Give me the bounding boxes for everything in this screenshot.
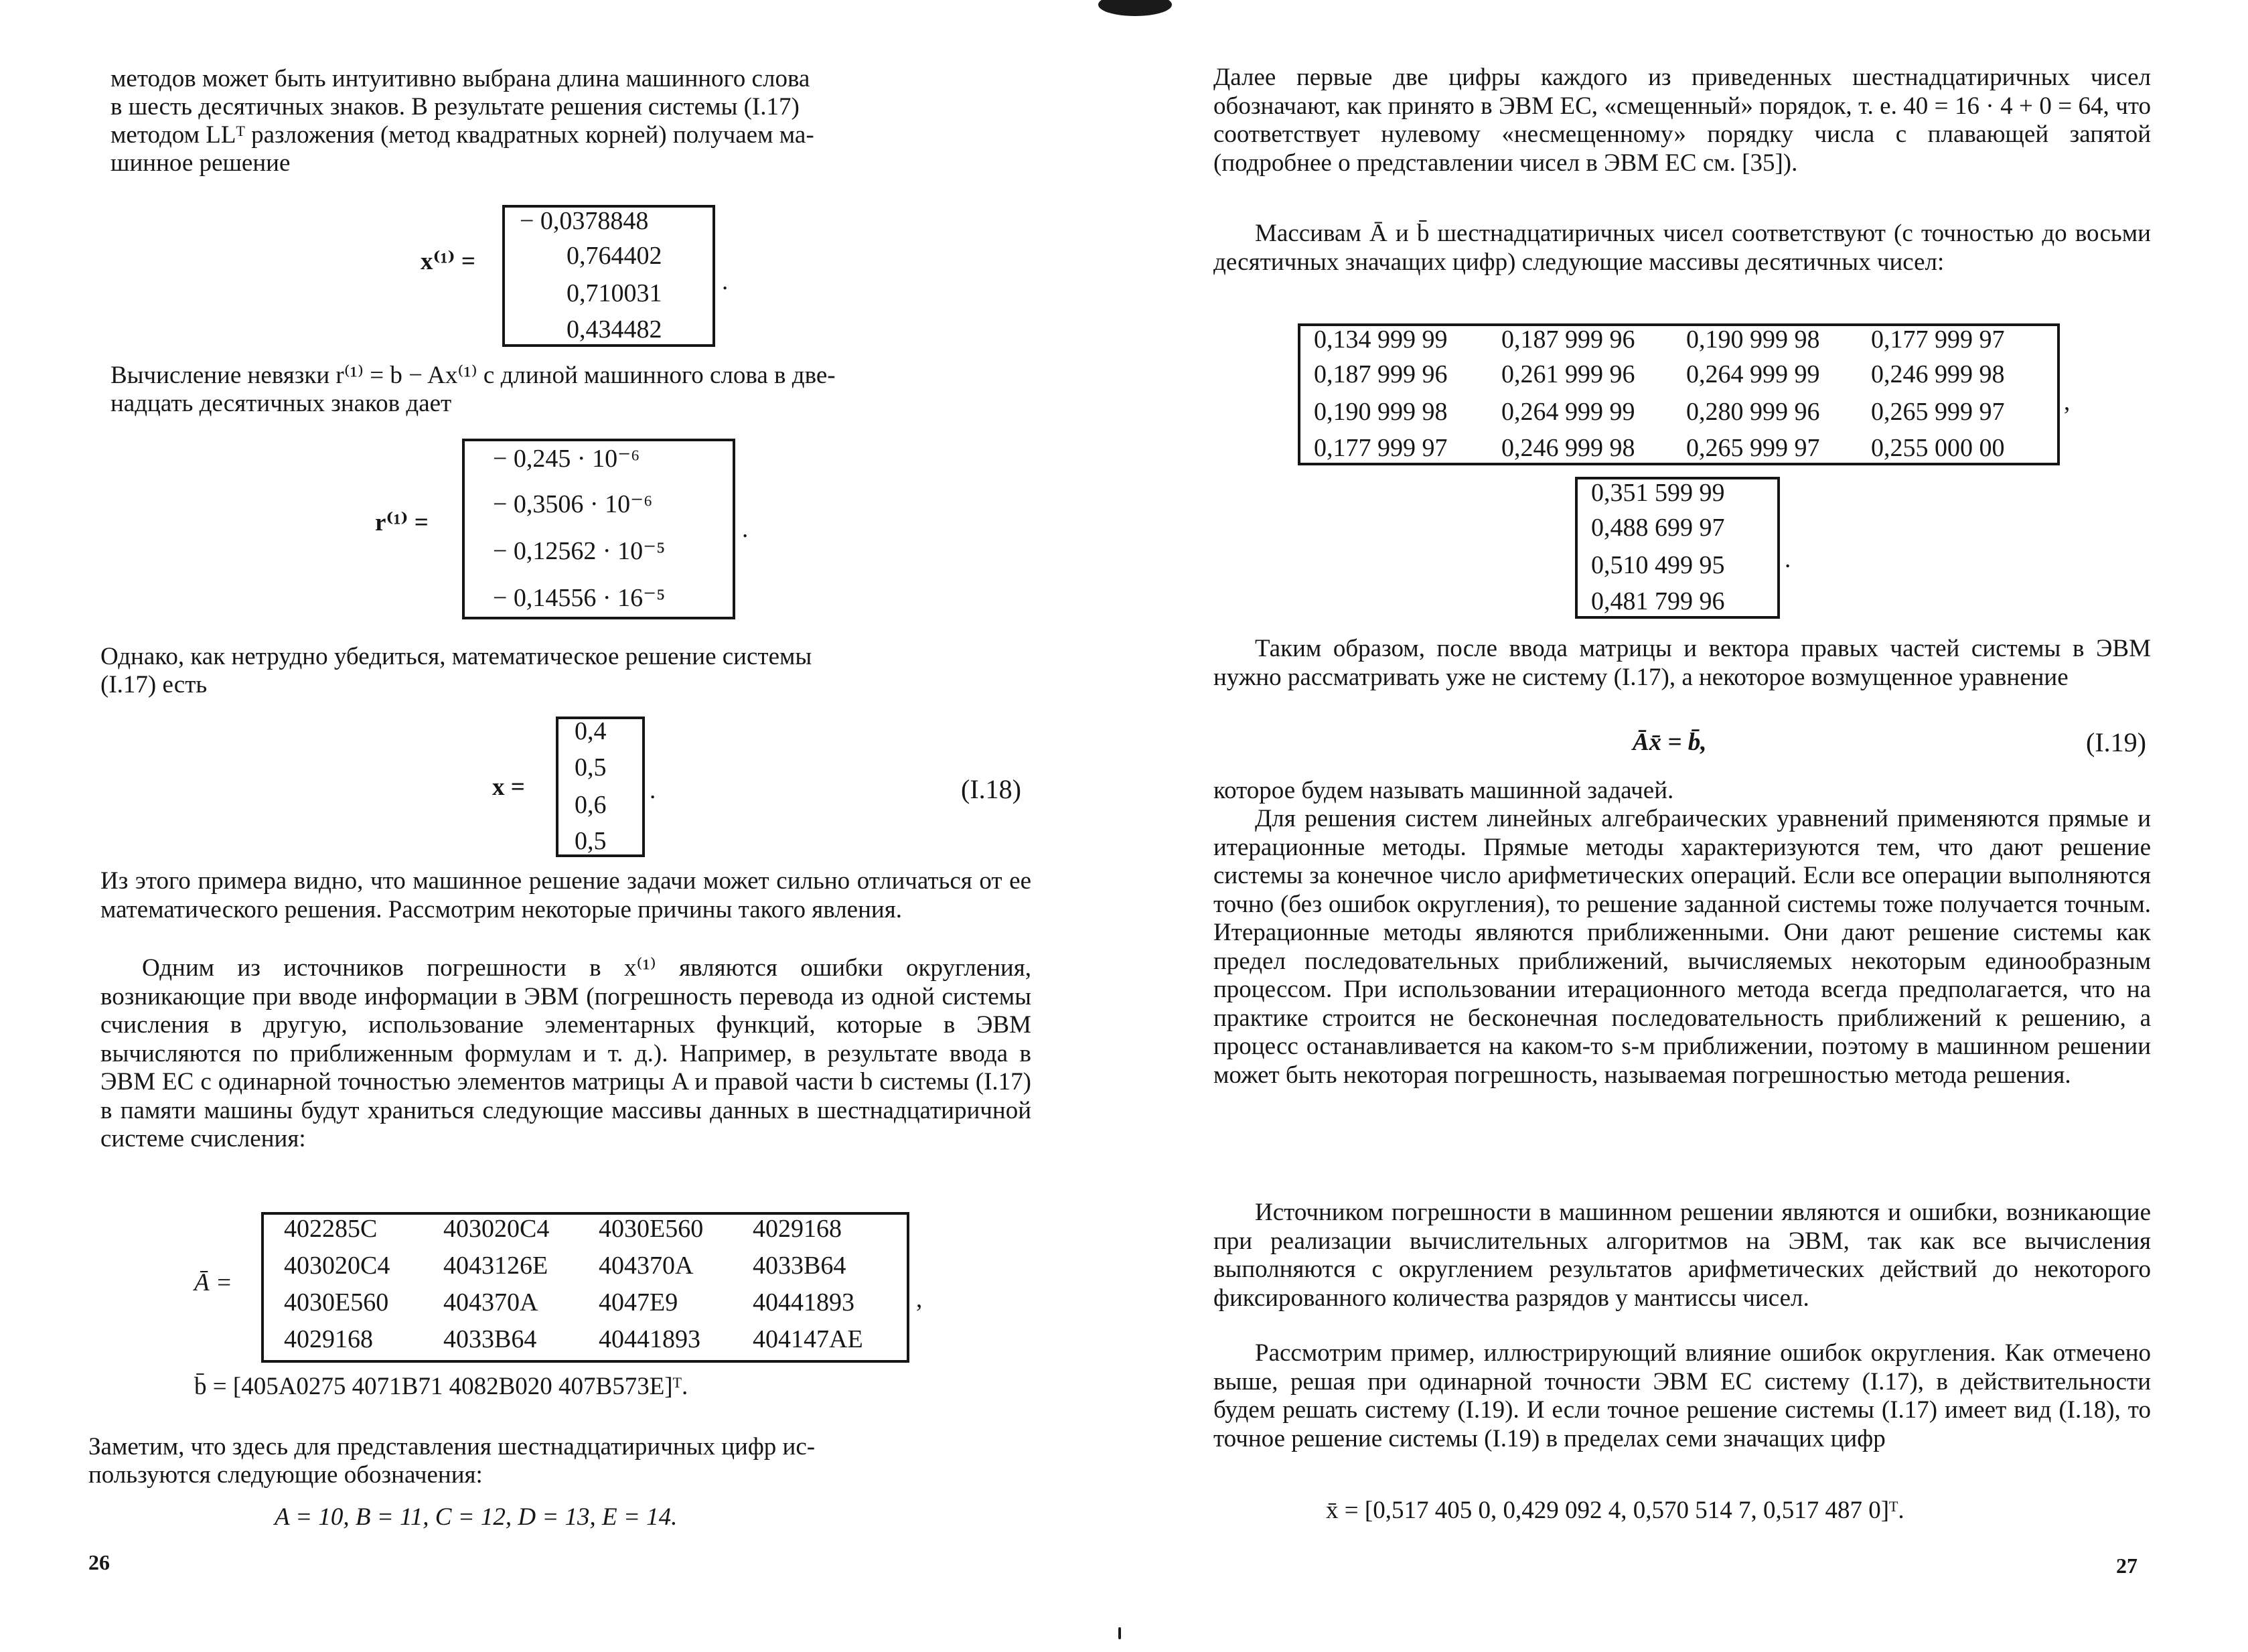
paragraph: Рассмотрим пример, иллюстрирующий влияние ошибок округления. Как отмечено выше, решая при одинарной точности ЭВМ ЕС систему (I.17), в действительности будем решать систему (I.19). И если точное решение системы (I.17) имеет вид (I.18), то точное решение системы (I.19) в пределах семи значащих цифр xyxy=(1213,1339,2151,1452)
vector-cell: − 0,3506 · 10⁻⁶ xyxy=(493,490,653,518)
solution-vector-line: x̄ = [0,517 405 0, 0,429 092 4, 0,570 514 7, 0,517 487 0]ᵀ. xyxy=(1326,1497,1904,1524)
scan-mark xyxy=(1118,1627,1121,1639)
vector-cell: 0,434482 xyxy=(567,315,662,344)
matrix-cell: 0,134 999 99 xyxy=(1314,325,1448,354)
page-number: 27 xyxy=(2116,1554,2138,1578)
vector-cell: 0,488 699 97 xyxy=(1591,514,1725,542)
matrix-cell: 0,190 999 98 xyxy=(1686,325,1820,354)
paragraph: Массивам Ā и b̄ шестнадцатиричных чисел соответствуют (с точностью до восьми десятичных значащих цифр) следующие массивы десятичных чисел: xyxy=(1213,220,2151,276)
matrix-cell: 0,187 999 96 xyxy=(1314,360,1448,388)
hex-matrix xyxy=(261,1212,909,1363)
decimal-matrix xyxy=(1298,323,2060,465)
x1-vector xyxy=(502,205,715,347)
equation-number: (I.18) xyxy=(961,774,1021,804)
matrix-cell: 4030E560 xyxy=(284,1288,389,1317)
decimal-vector xyxy=(1575,477,1780,619)
vector-cell: − 0,245 · 10⁻⁶ xyxy=(493,445,640,473)
x-label: x = xyxy=(492,773,525,801)
r1-label: r⁽¹⁾ = xyxy=(375,509,429,536)
paragraph: Далее первые две цифры каждого из приведенных шестнадцатиричных чисел обозначают, как принято в ЭВМ ЕС, «смещенный» порядок, т. е. 40 = 16 · 4 + 0 = 64, что соответствует нулевому «несмещенному» порядку числа с плавающей запятой (подробнее о представлении чисел в ЭВМ ЕС см. [35]). xyxy=(1213,64,2151,177)
matrix-cell: 4043126E xyxy=(443,1252,548,1280)
matrix-cell: 40441893 xyxy=(753,1288,854,1317)
vector-cell: 0,710031 xyxy=(567,279,662,307)
matrix-cell: 403020C4 xyxy=(284,1252,390,1280)
text-line: шинное решение xyxy=(110,149,291,177)
x1-label: x⁽¹⁾ = xyxy=(421,248,475,275)
vector-cell: 0,351 599 99 xyxy=(1591,479,1725,507)
hex-digit-notation: A = 10, B = 11, C = 12, D = 13, E = 14. xyxy=(275,1503,678,1531)
matrix-cell: 4033B64 xyxy=(443,1325,537,1353)
vector-cell: 0,510 499 95 xyxy=(1591,551,1725,579)
left-page: методов может быть интуитивно выбрана длина машинного слова в шесть десятичных знаков. В результате решения системы (I.17) методом LLᵀ разложения (метод квадратных корней) получаем ма- шинное решение x⁽¹⁾ = − 0,0378848 0,764402 0,710031 0,434482 . Вычисление невязки r⁽¹⁾ = b − Ax⁽¹⁾ с длиной машинного слова в две- надцать десятичных знаков дает r⁽¹⁾ = − 0,245 · 10⁻⁶ − 0,3506 · 10⁻⁶ − 0,12562 · 10⁻⁵ − 0,14556 · 16⁻⁵ . Однако, как нетрудно убедиться, математическое решение системы (I.17) есть x = 0,4 0,5 0,6 0,5 . (I.18) Из этого примера видно, что машинное решение задачи может сильно отличаться от ее математического решения. Рассмотрим некоторые причины такого явления. Одним из источников погрешности в x⁽¹⁾ являются ошибки округления, возникающие при вводе информации в ЭВМ (погрешность перевода из одной системы счисления в другую, использование элементарных функций, которые в ЭВМ вычисляются по приближенным формулам и т. д.). Например, в результате ввода в ЭВМ ЕС с одинарной точностью элементов матрицы A и правой части b системы (I.17) в памяти машины будут храниться следующие массивы данных в шестнадцатиричной системе счисления: Ā = 402285C 403020C4 4030E560 4029168 403020C4 4043126E 404370A 4033B64 4030E560 404370A 4047E9 40441893 4029168 4033B64 40441893 404147AE , b̄ = [405A0275 4071B71 4082B020 407B573E]ᵀ. Заметим, что здесь для представления шестнадцатиричных цифр ис- пользуются следующие обозначения: A = 10, B = 11, C = 12, D = 13, E = 14. 26 xyxy=(88,65,1031,1574)
vector-cell: 0,4 xyxy=(575,717,607,745)
matrix-cell: 4030E560 xyxy=(599,1215,704,1243)
text-line: методом LLᵀ разложения (метод квадратных корней) получаем ма- xyxy=(110,121,814,149)
matrix-cell: 0,177 999 97 xyxy=(1871,325,2005,354)
equation-I19: Āx̄ = b̄, xyxy=(1633,729,1707,756)
matrix-cell: 0,190 999 98 xyxy=(1314,398,1448,426)
matrix-cell: 4047E9 xyxy=(599,1288,678,1317)
matrix-cell: 0,246 999 98 xyxy=(1501,434,1635,462)
matrix-cell: 0,280 999 96 xyxy=(1686,398,1820,426)
text-line: в шесть десятичных знаков. В результате решения системы (I.17) xyxy=(110,93,800,121)
paragraph: Источником погрешности в машинном решении являются и ошибки, возникающие при реализации вычислительных алгоритмов на ЭВМ, так как все вычисления выполняются с округлением результатов арифметических действий до некоторого фиксированного количества разрядов у мантиссы чисел. xyxy=(1213,1199,2151,1312)
matrix-cell: 404370A xyxy=(599,1252,694,1280)
vector-cell: 0,5 xyxy=(575,753,607,781)
matrix-cell: 0,265 999 97 xyxy=(1871,398,2005,426)
matrix-cell: 0,264 999 99 xyxy=(1686,360,1820,388)
matrix-cell: 0,177 999 97 xyxy=(1314,434,1448,462)
matrix-cell: 402285C xyxy=(284,1215,378,1243)
vector-cell: − 0,12562 · 10⁻⁵ xyxy=(493,537,666,565)
vector-cell: 0,5 xyxy=(575,827,607,855)
text-line: надцать десятичных знаков дает xyxy=(110,390,452,417)
matrix-cell: 0,255 000 00 xyxy=(1871,434,2005,462)
matrix-cell: 0,187 999 96 xyxy=(1501,325,1635,354)
matrix-cell: 0,261 999 96 xyxy=(1501,360,1635,388)
matrix-cell: 0,265 999 97 xyxy=(1686,434,1820,462)
vector-cell: − 0,14556 · 16⁻⁵ xyxy=(493,584,666,612)
paragraph: Для решения систем линейных алгебраических уравнений применяются прямые и итерационные методы. Прямые методы характеризуются тем, что дают решение системы за конечное число арифметических операций. Если все операции выполняются точно (без ошибок округления), то решение заданной системы тоже получается точным. Итерационные методы являются приближенными. Они дают решение системы как предел последовательных приближений, вычисляемых некоторым единообразным процессом. При использовании итерационного метода всегда предполагается, что на практике строится не бесконечная последовательность приближений к решению, а процесс останавливается на каком-то s-м приближении, поэтому в машинном решении может быть некоторая погрешность, называемая погрешностью метода решения. xyxy=(1213,805,2151,1089)
text-line: пользуются следующие обозначения: xyxy=(88,1461,483,1489)
text-line: методов может быть интуитивно выбрана длина машинного слова xyxy=(110,65,810,92)
text-line: Однако, как нетрудно убедиться, математическое решение системы xyxy=(100,643,812,670)
vector-cell: 0,764402 xyxy=(567,242,662,270)
matrix-cell: 404370A xyxy=(443,1288,538,1317)
x-vector xyxy=(556,717,645,857)
paragraph: Одним из источников погрешности в x⁽¹⁾ являются ошибки округления, возникающие при вводе информации в ЭВМ (погрешность перевода из одной системы счисления в другую, использование элементарных функций, которые в ЭВМ вычисляются по приближенным формулам и т. д.). Например, в результате ввода в ЭВМ ЕС с одинарной точностью элементов матрицы A и правой части b системы (I.17) в памяти машины будут храниться следующие массивы данных в шестнадцатиричной системе счисления: xyxy=(100,954,1031,1152)
text-line: Вычисление невязки r⁽¹⁾ = b − Ax⁽¹⁾ с длиной машинного слова в две- xyxy=(110,362,836,389)
vector-cell: − 0,0378848 xyxy=(520,207,649,235)
text-line: Заметим, что здесь для представления шестнадцатиричных цифр ис- xyxy=(88,1433,816,1460)
matrix-cell: 404147AE xyxy=(753,1325,863,1353)
paragraph: Из этого примера видно, что машинное решение задачи может сильно отличаться от ее математического решения. Рассмотрим некоторые причины такого явления. xyxy=(100,867,1031,923)
A-label: Ā = xyxy=(194,1269,232,1296)
matrix-cell: 4029168 xyxy=(284,1325,373,1353)
matrix-cell: 0,264 999 99 xyxy=(1501,398,1635,426)
equation-number: (I.19) xyxy=(2086,727,2146,757)
text-line: (I.17) есть xyxy=(100,671,208,698)
right-page: Далее первые две цифры каждого из приведенных шестнадцатиричных чисел обозначают, как принято в ЭВМ ЕС, «смещенный» порядок, т. е. 40 = 16 · 4 + 0 = 64, что соответствует нулевому «несмещенному» порядку числа с плавающей запятой (подробнее о представлении чисел в ЭВМ ЕС см. [35]). Массивам Ā и b̄ шестнадцатиричных чисел соответствуют (с точностью до восьми десятичных значащих цифр) следующие массивы десятичных чисел: 0,134 999 99 0,187 999 96 0,190 999 98 0,177 999 97 0,187 999 96 0,261 999 96 0,264 999 99 0,246 999 98 0,190 999 98 0,264 999 99 0,280 999 96 0,265 999 97 0,177 999 97 0,246 999 98 0,265 999 97 0,255 000 00 , 0,351 599 99 0,488 699 97 0,510 499 95 0,481 799 96 . Таким образом, после ввода матрицы и вектора правых частей системы в ЭВМ нужно рассматривать уже не систему (I.17), а некоторое возмущенное уравнение Āx̄ = b̄, (I.19) которое будем называть машинной задачей. Для решения систем линейных алгебраических уравнений применяются прямые и итерационные методы. Прямые методы характеризуются тем, что дают решение системы за конечное число арифметических операций. Если все операции выполняются точно (без ошибок округления), то решение заданной системы тоже получается точным. Итерационные методы являются приближенными. Они дают решение системы как предел последовательных приближений, вычисляемых некоторым единообразным процессом. При использовании итерационного метода всегда предполагается, что на практике строится не бесконечная последовательность приближений к решению, а процесс останавливается на каком-то s-м приближении, поэтому в машинном решении может быть некоторая погрешность, называемая погрешностью метода решения. Источником погрешности в машинном решении являются и ошибки, возникающие при реализации вычислительных алгоритмов на ЭВМ, так как все вычисления выполняются с округлением результатов арифметических действий до некоторого фиксированного количества разрядов у мантиссы чисел. Рассмотрим пример, иллюстрирующий влияние ошибок округления. Как отмечено выше, решая при одинарной точности ЭВМ ЕС систему (I.17), в действительности будем решать систему (I.19). И если точное решение системы (I.17) имеет вид (I.18), то точное решение системы (I.19) в пределах семи значащих цифр x̄ = [0,517 405 0, 0,429 092 4, 0,570 514 7, 0,517 487 0]ᵀ. 27 xyxy=(1213,64,2151,1578)
matrix-cell: 40441893 xyxy=(599,1325,700,1353)
paragraph: Таким образом, после ввода матрицы и вектора правых частей системы в ЭВМ нужно рассматривать уже не систему (I.17), а некоторое возмущенное уравнение xyxy=(1213,635,2151,691)
matrix-cell: 403020C4 xyxy=(443,1215,550,1243)
page-number: 26 xyxy=(88,1550,110,1574)
text-line: которое будем называть машинной задачей. xyxy=(1213,777,1674,804)
matrix-cell: 0,246 999 98 xyxy=(1871,360,2005,388)
vector-cell: 0,481 799 96 xyxy=(1591,587,1725,615)
matrix-cell: 4033B64 xyxy=(753,1252,846,1280)
r1-vector xyxy=(462,439,735,619)
b-vector-line: b̄ = [405A0275 4071B71 4082B020 407B573E]ᵀ. xyxy=(194,1373,688,1400)
matrix-cell: 4029168 xyxy=(753,1215,842,1243)
vector-cell: 0,6 xyxy=(575,791,607,819)
